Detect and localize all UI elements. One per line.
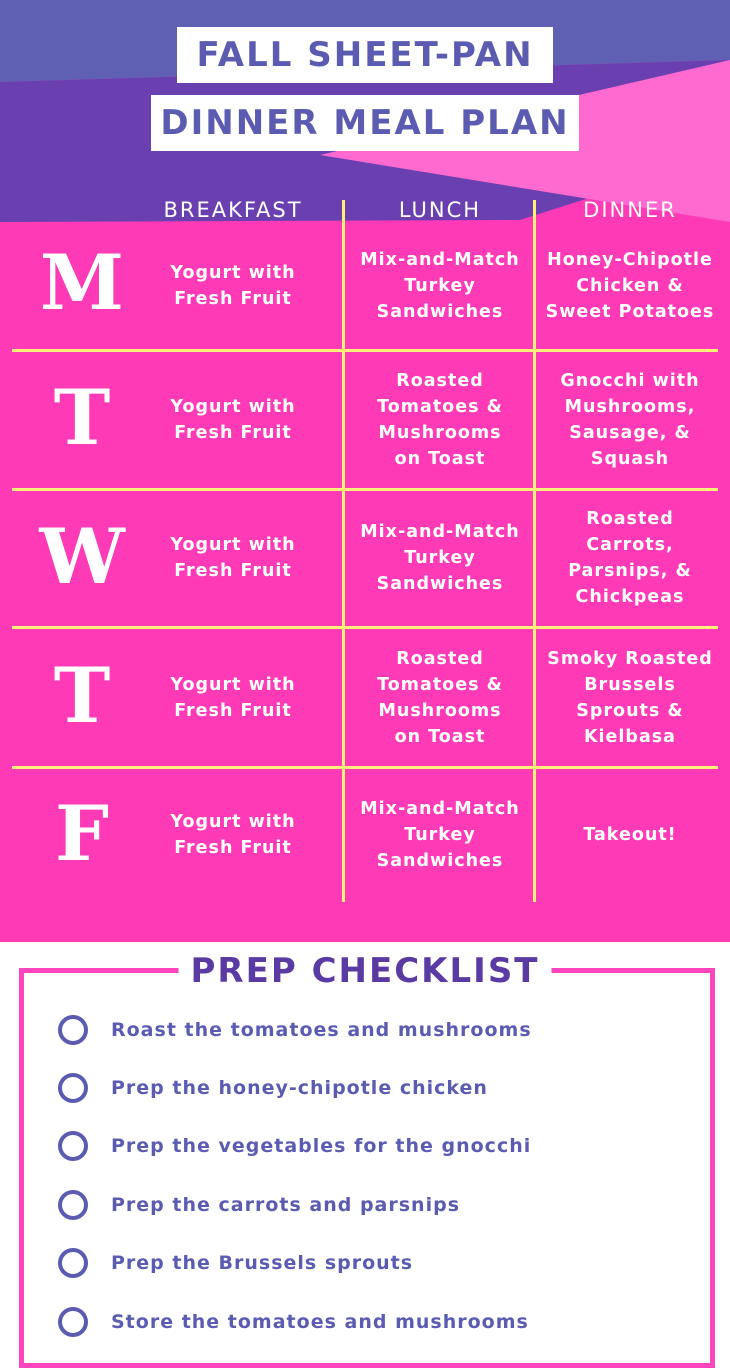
checklist-item[interactable] (58, 1302, 529, 1342)
grid-row-divider (12, 349, 718, 352)
day-letter-thursday: T (53, 651, 111, 740)
checklist-item-label: Prep the carrots and parsnips (111, 1194, 461, 1216)
checkbox-circle-icon[interactable] (58, 1190, 88, 1220)
friday-lunch: Mix-and-Match Turkey Sandwiches (360, 799, 520, 871)
friday-dinner: Takeout! (583, 825, 677, 845)
wednesday-dinner: Roasted Carrots, Parsnips, & Chickpeas (568, 509, 692, 607)
checkbox-circle-icon[interactable] (58, 1073, 88, 1103)
grid-divider-dinner (533, 200, 536, 902)
checklist-item[interactable] (58, 1243, 413, 1283)
wednesday-lunch: Mix-and-Match Turkey Sandwiches (360, 522, 520, 594)
checklist-item-label: Prep the vegetables for the gnocchi (111, 1135, 532, 1157)
thursday-lunch: Roasted Tomatoes & Mushrooms on Toast (377, 648, 503, 747)
day-letter-wednesday: W (39, 512, 125, 601)
day-letter-friday: F (55, 789, 109, 878)
checklist-item[interactable] (58, 1126, 531, 1166)
checklist-item-label: Roast the tomatoes and mushrooms (111, 1019, 532, 1041)
column-header-lunch: LUNCH (398, 198, 482, 222)
thursday-dinner: Smoky Roasted Brussels Sprouts & Kielbasa (547, 648, 713, 747)
checklist-item[interactable] (58, 1068, 488, 1108)
grid-row-divider (12, 488, 718, 491)
grid-row-divider (12, 766, 718, 769)
column-header-breakfast: BREAKFAST (163, 198, 303, 222)
checkbox-circle-icon[interactable] (58, 1131, 88, 1161)
checkbox-circle-icon[interactable] (58, 1015, 88, 1045)
checklist-item[interactable] (58, 1010, 532, 1050)
monday-dinner: Honey-Chipotle Chicken & Sweet Potatoes (545, 250, 715, 322)
tuesday-breakfast: Yogurt with Fresh Fruit (170, 397, 296, 443)
monday-breakfast: Yogurt with Fresh Fruit (170, 263, 296, 309)
tuesday-lunch: Roasted Tomatoes & Mushrooms on Toast (377, 371, 503, 469)
checklist-item-label: Prep the Brussels sprouts (111, 1252, 414, 1274)
day-letter-tuesday: T (53, 373, 111, 462)
checklist-item[interactable] (58, 1185, 460, 1225)
column-header-dinner: DINNER (583, 198, 677, 222)
checklist-item-label: Prep the honey-chipotle chicken (111, 1077, 488, 1099)
friday-breakfast: Yogurt with Fresh Fruit (170, 812, 296, 858)
checklist-item-label: Store the tomatoes and mushrooms (111, 1311, 529, 1333)
title-line-1: FALL SHEET-PAN (177, 27, 553, 83)
title-line-2: DINNER MEAL PLAN (151, 95, 579, 151)
checkbox-circle-icon[interactable] (58, 1307, 88, 1337)
wednesday-breakfast: Yogurt with Fresh Fruit (170, 535, 296, 581)
thursday-breakfast: Yogurt with Fresh Fruit (170, 674, 296, 721)
day-letter-monday: M (39, 238, 125, 327)
tuesday-dinner: Gnocchi with Mushrooms, Sausage, & Squash (560, 371, 700, 469)
monday-lunch: Mix-and-Match Turkey Sandwiches (360, 250, 520, 322)
grid-divider-lunch (342, 200, 345, 902)
checklist-title: PREP CHECKLIST (178, 948, 551, 994)
checkbox-circle-icon[interactable] (58, 1248, 88, 1278)
grid-row-divider (12, 626, 718, 629)
